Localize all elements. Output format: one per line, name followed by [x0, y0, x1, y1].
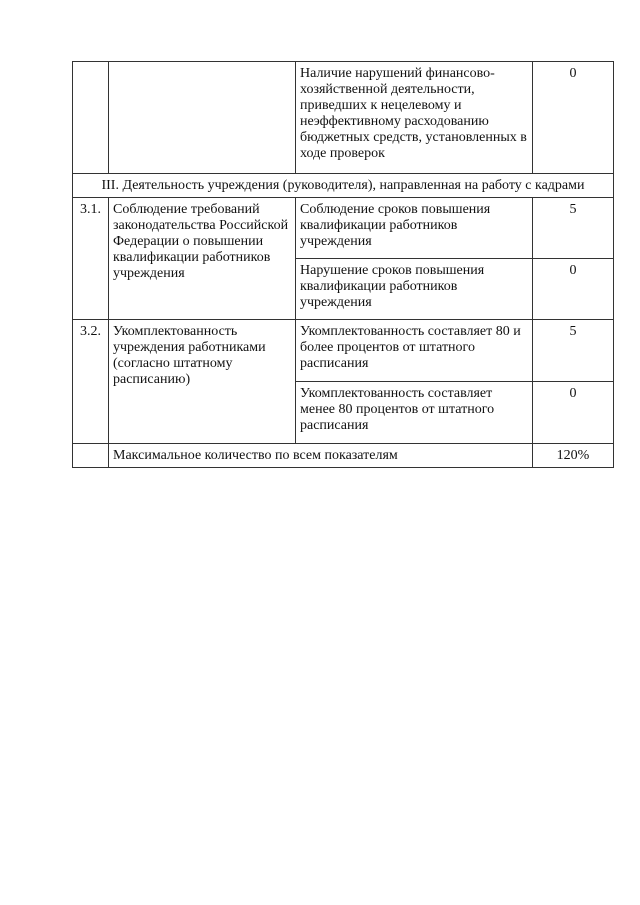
row-number [73, 62, 109, 174]
score-cell: 0 [533, 382, 614, 444]
condition-cell: Наличие нарушений финансово-хозяйственной деятельности, приведших к нецелевому и неэффективному расходованию бюджетных средств, установленных в ходе проверок [296, 62, 533, 174]
condition-cell: Укомплектованность составляет менее 80 процентов от штатного расписания [296, 382, 533, 444]
section-title: III. Деятельность учреждения (руководителя), направленная на работу с кадрами [73, 174, 614, 198]
criterion-cell: Соблюдение требований законодательства Российской Федерации о повышении квалификации работников учреждения [109, 198, 296, 320]
table-row [73, 320, 614, 382]
condition-cell: Нарушение сроков повышения квалификации работников учреждения [296, 259, 533, 320]
condition-cell: Соблюдение сроков повышения квалификации работников учреждения [296, 198, 533, 259]
total-row [73, 444, 614, 468]
total-value: 120% [533, 444, 614, 468]
total-number-cell [73, 444, 109, 468]
total-label: Максимальное количество по всем показателям [109, 444, 533, 468]
section-header-row [73, 174, 614, 198]
score-cell: 5 [533, 320, 614, 382]
criteria-table [72, 61, 614, 468]
table-row [73, 62, 614, 174]
criterion-cell [109, 62, 296, 174]
row-number: 3.1. [73, 198, 109, 320]
score-cell: 0 [533, 259, 614, 320]
condition-cell: Укомплектованность составляет 80 и более процентов от штатного расписания [296, 320, 533, 382]
row-number: 3.2. [73, 320, 109, 444]
score-cell: 5 [533, 198, 614, 259]
criterion-cell: Укомплектованность учреждения работниками (согласно штатному расписанию) [109, 320, 296, 444]
table-row [73, 198, 614, 259]
score-cell: 0 [533, 62, 614, 174]
